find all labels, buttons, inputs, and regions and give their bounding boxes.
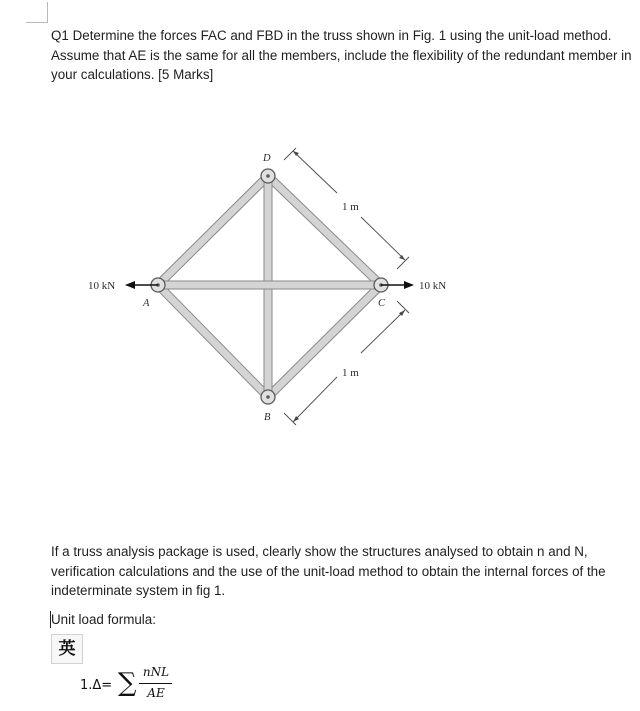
node-label-d: D [263,153,271,164]
ime-language-button[interactable]: 英 [51,634,83,664]
load-arrow-left-head [125,281,135,289]
question-text: Q1 Determine the forces FAC and FBD in the truss shown in Fig. 1 using the unit-load method. Assume that AE is the same for all the members, include the flexibility of the redundant member in your calculations. [5 Marks] [51,28,632,82]
node-label-c: C [378,298,386,309]
node-label-a: A [143,298,150,309]
load-label-left: 10 kN [88,280,116,292]
load-arrow-right-head [404,281,414,289]
joint-B [261,390,275,404]
member-BA [158,285,268,397]
member-DC [268,176,381,285]
dimension-label-top: 1 m [342,201,359,213]
instruction-text: If a truss analysis package is used, clearly show the structures analysed to obtain n and N, verification calculations and the use of the unit-load method to obtain the internal forces of the indeterminate system in fig 1. [51,544,606,598]
dimension-label-bottom: 1 m [342,367,359,379]
formula-lead: 1.Δ= [80,678,113,693]
dimension-top-line-a [293,151,337,193]
node-label-b: B [264,412,271,423]
load-label-right: 10 kN [419,280,447,292]
member-AD [158,176,268,285]
formula-heading[interactable]: Unit load formula: [51,612,156,627]
dimension-bottom-tick-b [284,413,296,425]
member-CB [268,285,381,397]
dimension-bottom-line-b [293,377,337,422]
formula-sigma: ∑ [118,668,137,698]
dimension-bottom-line-a [361,310,405,353]
truss-figure [80,140,480,440]
formula-fraction-bar [139,683,172,684]
dimension-top-line-b [361,217,405,260]
dimension-top-tick-d [284,148,296,160]
formula-numerator: nNL [142,665,170,679]
joint-D [261,169,275,183]
page-margin-mark [26,2,48,23]
formula-denominator: AE [147,686,165,700]
